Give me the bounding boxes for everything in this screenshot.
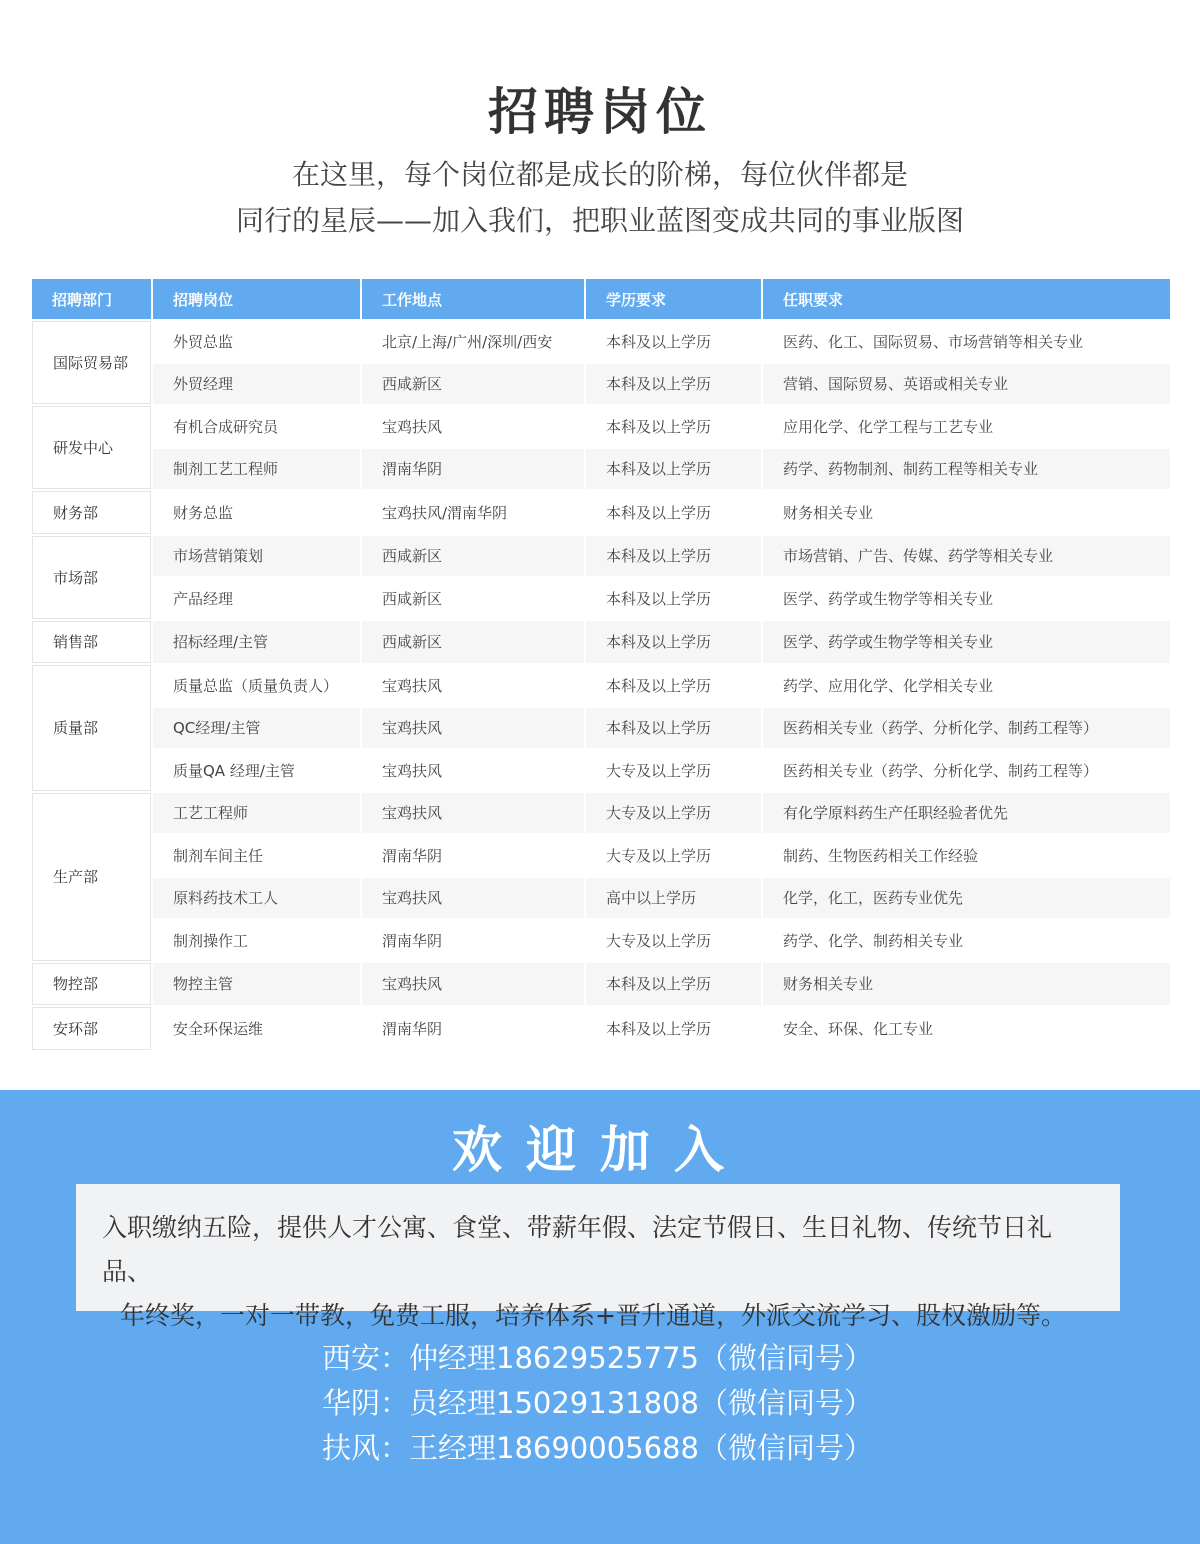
cell-location: 宝鸡扶风: [362, 878, 584, 919]
cell-location: 渭南华阴: [382, 931, 443, 950]
header-department: 招聘部门: [32, 279, 151, 319]
cell-education: 本科及以上学历: [586, 708, 761, 749]
cell-requirements: 药学、化学、制药相关专业: [783, 931, 964, 950]
contact-huayin: 华阴：员经理15029131808（微信同号）: [322, 1386, 873, 1420]
cell-education: 大专及以上学历: [586, 793, 761, 834]
cell-position: 安全环保运维: [173, 1019, 264, 1038]
welcome-section: [0, 1090, 1200, 1544]
cell-position: 招标经理/主管: [153, 621, 360, 664]
contact-list: [322, 1336, 873, 1471]
cell-requirements: 药学、药物制剂、制药工程等相关专业: [763, 449, 1170, 490]
table-row: [32, 321, 1170, 362]
cell-position: 制剂操作工: [173, 931, 249, 950]
table-row: [32, 449, 1170, 490]
cell-position: 市场营销策划: [153, 536, 360, 577]
cell-location: 西咸新区: [362, 621, 584, 664]
cell-position: 制剂车间主任: [173, 846, 264, 865]
cell-requirements: 有化学原料药生产任职经验者优先: [763, 793, 1170, 834]
cell-requirements: 医学、药学或生物学等相关专业: [763, 621, 1170, 664]
page-subtitle: [0, 152, 1200, 244]
cell-position: 工艺工程师: [153, 793, 360, 834]
contact-fufeng: 扶风：王经理18690005688（微信同号）: [322, 1431, 873, 1465]
cell-education: 大专及以上学历: [606, 846, 712, 865]
table-row: [32, 406, 1170, 447]
cell-position: 质量QA 经理/主管: [173, 761, 295, 780]
cell-education: 大专及以上学历: [606, 761, 712, 780]
table-row: [32, 878, 1170, 919]
cell-education: 本科及以上学历: [586, 536, 761, 577]
job-table: [30, 277, 1172, 1052]
cell-location: 宝鸡扶风: [362, 963, 584, 1006]
cell-requirements: 药学、应用化学、化学相关专业: [783, 676, 994, 695]
subtitle-line-2: 同行的星辰——加入我们，把职业蓝图变成共同的事业版图: [235, 204, 964, 237]
cell-location: 西咸新区: [382, 589, 443, 608]
cell-requirements: 安全、环保、化工专业: [783, 1019, 934, 1038]
benefits-line-2: 年终奖，一对一带教，免费工服，培养体系+晋升通道，外派交流学习、股权激励等。: [120, 1301, 1066, 1330]
cell-location: 渭南华阴: [382, 846, 443, 865]
cell-location: 宝鸡扶风: [382, 761, 443, 780]
table-row: [32, 708, 1170, 749]
contact-xian: 西安：仲经理18629525775（微信同号）: [322, 1341, 873, 1375]
cell-position: 产品经理: [173, 589, 234, 608]
table-row: [32, 835, 1170, 876]
cell-requirements: 医学、药学或生物学等相关专业: [783, 589, 994, 608]
cell-position: 原料药技术工人: [153, 878, 360, 919]
cell-requirements: 化学，化工，医药专业优先: [763, 878, 1170, 919]
subtitle-line-1: 在这里，每个岗位都是成长的阶梯，每位伙伴都是: [291, 158, 908, 191]
cell-requirements: 医药相关专业（药学、分析化学、制药工程等）: [783, 761, 1099, 780]
table-row: [32, 665, 1170, 706]
cell-department: 安环部: [32, 1007, 151, 1050]
cell-department: 销售部: [32, 621, 151, 664]
cell-location: 宝鸡扶风: [362, 793, 584, 834]
header-requirements: 任职要求: [763, 279, 1170, 319]
table-row: [32, 536, 1170, 577]
cell-position: QC经理/主管: [153, 708, 360, 749]
welcome-title: 欢迎加入: [452, 1121, 748, 1179]
cell-location: 北京/上海/广州/深圳/西安: [382, 332, 553, 351]
table-row: [32, 963, 1170, 1006]
table-row: [32, 578, 1170, 619]
cell-department: 生产部: [32, 793, 151, 961]
job-table-body: [32, 321, 1170, 1050]
cell-education: 本科及以上学历: [606, 589, 712, 608]
table-row: [32, 1007, 1170, 1050]
cell-department: 国际贸易部: [32, 321, 151, 404]
cell-requirements: 医药、化工、国际贸易、市场营销等相关专业: [783, 332, 1084, 351]
header-education: 学历要求: [586, 279, 761, 319]
cell-position: 外贸总监: [173, 332, 234, 351]
cell-education: 本科及以上学历: [606, 676, 712, 695]
table-row: [32, 364, 1170, 405]
cell-education: 本科及以上学历: [586, 621, 761, 664]
cell-position: 有机合成研究员: [173, 417, 279, 436]
cell-education: 本科及以上学历: [606, 332, 712, 351]
page-title: 招聘岗位: [488, 83, 712, 141]
cell-department: 物控部: [32, 963, 151, 1006]
cell-location: 宝鸡扶风: [382, 676, 443, 695]
table-row: [32, 920, 1170, 961]
cell-education: 本科及以上学历: [606, 417, 712, 436]
cell-requirements: 医药相关专业（药学、分析化学、制药工程等）: [763, 708, 1170, 749]
cell-position: 外贸经理: [153, 364, 360, 405]
table-row: [32, 750, 1170, 791]
cell-location: 渭南华阴: [382, 1019, 443, 1038]
cell-location: 渭南华阴: [362, 449, 584, 490]
cell-requirements: 财务相关专业: [763, 963, 1170, 1006]
table-header-row: [32, 279, 1170, 319]
cell-position: 质量总监（质量负责人）: [173, 676, 339, 695]
cell-location: 宝鸡扶风: [382, 417, 443, 436]
cell-education: 本科及以上学历: [586, 963, 761, 1006]
cell-department: 财务部: [32, 491, 151, 534]
cell-requirements: 财务相关专业: [783, 503, 874, 522]
cell-education: 本科及以上学历: [606, 1019, 712, 1038]
cell-position: 制剂工艺工程师: [153, 449, 360, 490]
table-row: [32, 491, 1170, 534]
cell-department: 质量部: [32, 665, 151, 791]
cell-location: 宝鸡扶风: [362, 708, 584, 749]
cell-education: 大专及以上学历: [606, 931, 712, 950]
cell-education: 本科及以上学历: [586, 449, 761, 490]
cell-education: 本科及以上学历: [586, 364, 761, 405]
cell-location: 宝鸡扶风/渭南华阴: [382, 503, 508, 522]
table-row: [32, 621, 1170, 664]
benefits-line-1: 入职缴纳五险，提供人才公寓、食堂、带薪年假、法定节假日、生日礼物、传统节日礼品、: [102, 1213, 1053, 1286]
cell-department: 市场部: [32, 536, 151, 619]
cell-requirements: 市场营销、广告、传媒、药学等相关专业: [763, 536, 1170, 577]
cell-department: 研发中心: [32, 406, 151, 489]
cell-education: 高中以上学历: [586, 878, 761, 919]
header-location: 工作地点: [362, 279, 584, 319]
cell-position: 财务总监: [173, 503, 234, 522]
cell-location: 西咸新区: [362, 364, 584, 405]
benefits-panel: [76, 1184, 1120, 1330]
table-row: [32, 793, 1170, 834]
cell-location: 西咸新区: [362, 536, 584, 577]
header-position: 招聘岗位: [153, 279, 360, 319]
cell-requirements: 制药、生物医药相关工作经验: [783, 846, 979, 865]
cell-education: 本科及以上学历: [606, 503, 712, 522]
cell-requirements: 应用化学、化学工程与工艺专业: [783, 417, 994, 436]
cell-position: 物控主管: [153, 963, 360, 1006]
cell-requirements: 营销、国际贸易、英语或相关专业: [763, 364, 1170, 405]
